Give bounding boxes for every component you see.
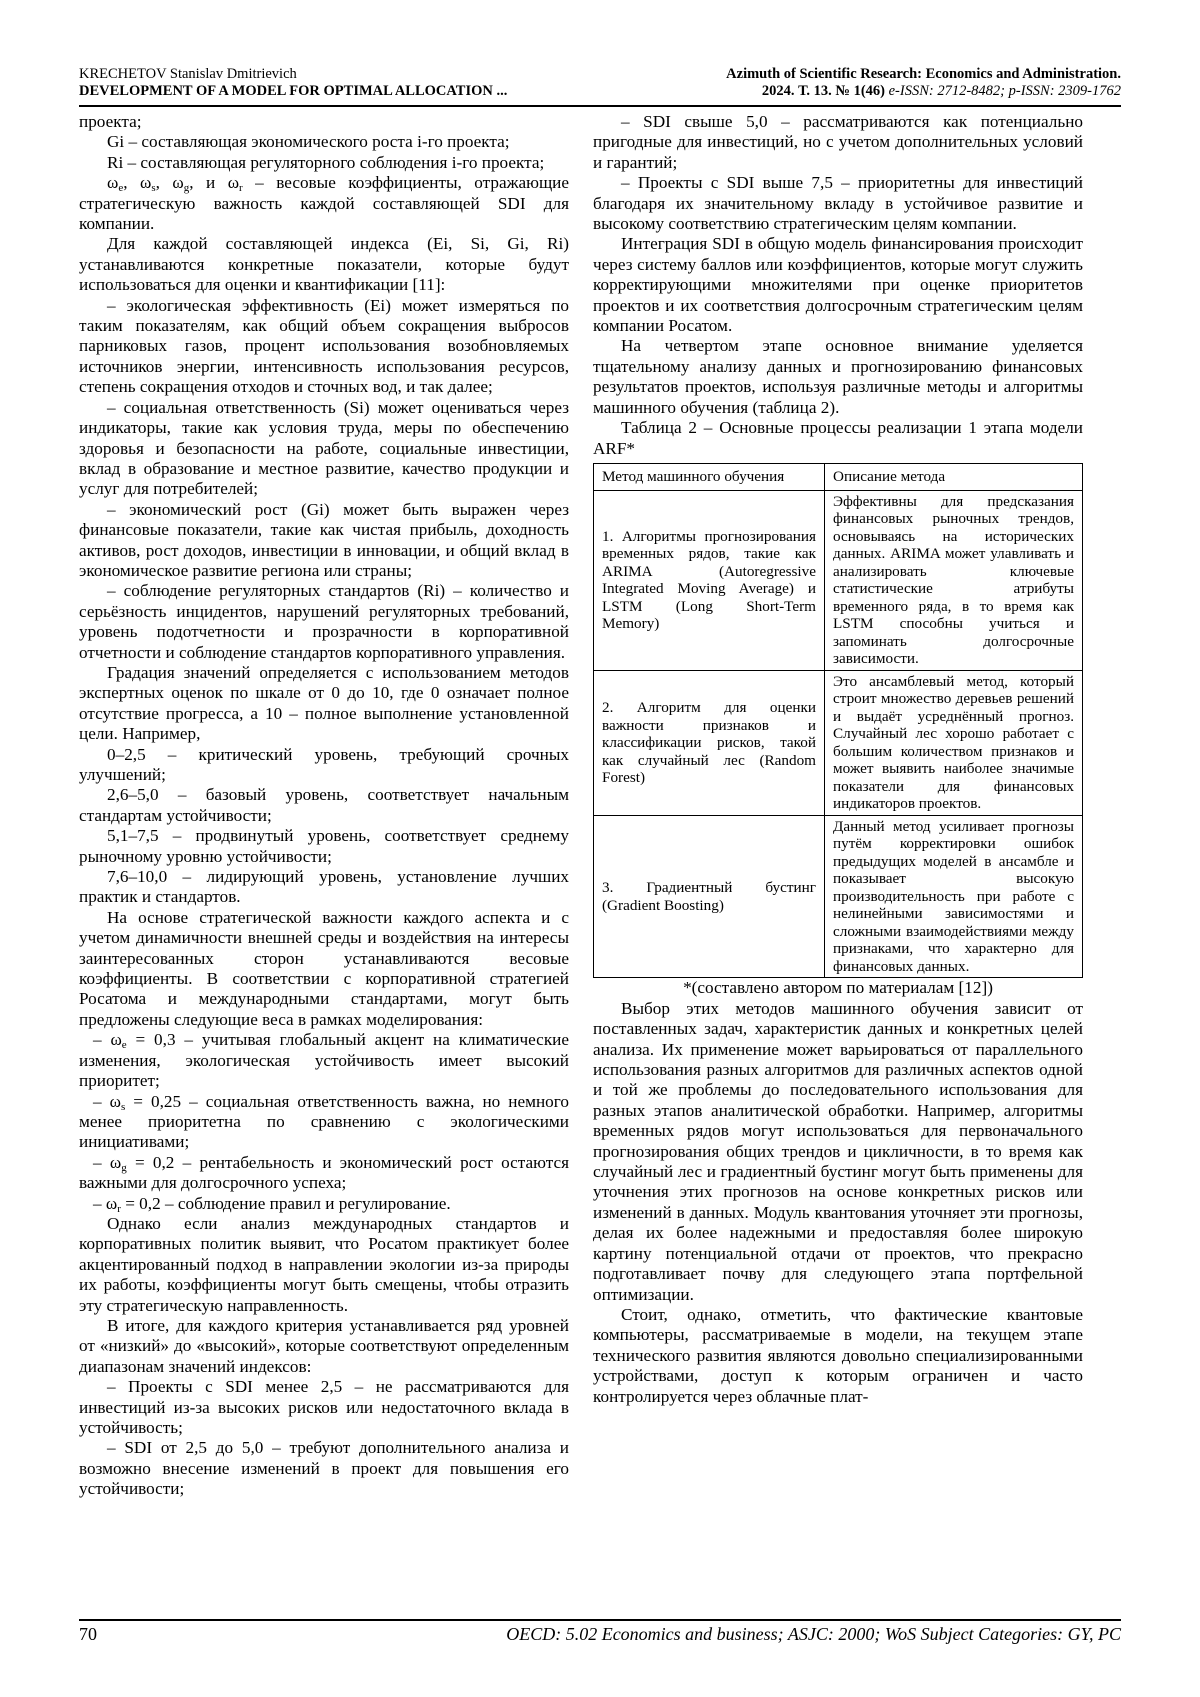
table-cell-method: 2. Алгоритм для оценки важности признаков и классификации рисков, такой как случайный лес (Random Forest)	[594, 670, 825, 815]
table-header-row	[594, 463, 1083, 490]
header-divider	[79, 105, 1121, 107]
paragraph: На четвертом этапе основное внимание уделяется тщательному анализу данных и прогнозированию финансовых результатов проектов, используя различные методы и алгоритмы машинного обучения (таблица 2).	[593, 336, 1083, 417]
footer-divider	[79, 1619, 1121, 1621]
paragraph: В итоге, для каждого критерия устанавливается ряд уровней от «низкий» до «высокий», которые соответствуют определенным диапазонам значений индексов:	[79, 1315, 569, 1376]
list-item: – экологическая эффективность (Ei) может измеряться по таким показателям, как общий объем сокращения выбросов парниковых газов, процент использования возобновляемых источников энергии, интенсивность использования ресурсов, степень сокращения отходов и сточных вод, и так далее;	[79, 295, 569, 397]
weight-item: – $\omega_e = 0,3$ – учитывая глобальный акцент на климатические изменения, экологическая устойчивость имеет высокий приоритет;	[79, 1030, 569, 1091]
table-row	[594, 670, 1083, 815]
header-article-title: DEVELOPMENT OF A MODEL FOR OPTIMAL ALLOCATION ...	[79, 83, 508, 99]
table-cell-description: Это ансамблевый метод, который строит множество деревьев решений и выдаёт усреднённый прогноз. Случайный лес хорошо работает с большим количеством признаков и может выявить наиболее значимые показатели для финансовых индикаторов проектов.	[825, 670, 1083, 815]
table-row	[594, 815, 1083, 978]
paragraph: Выбор этих методов машинного обучения зависит от поставленных задач, характеристик данных и конкретных целей анализа. Их применение может варьироваться от параллельного использования разных алгоритмов для различных аспектов одной и той же проблемы до последовательного использования для разных этапов аналитической обработки. Например, алгоритмы временных рядов могут использоваться для первоначального прогнозирования общих трендов и цикличности, в то время как случайный лес и градиентный бустинг могут быть применены для уточнения этих прогнозов на основе конкретных рисков или изменений в данных. Модуль квантования уточняет эти прогнозы, делая их более надежными и предоставляя более широкую картину потенциальной отдачи от проектов, что прекрасно подготавливает почву для следующего этапа портфельной оптимизации.	[593, 998, 1083, 1304]
table-container	[593, 463, 1083, 979]
weight-item: – $\omega_r = 0,2$ – соблюдение правил и регулирование.	[93, 1193, 451, 1215]
header-left	[79, 66, 507, 100]
paragraph: На основе стратегической важности каждого аспекта и с учетом динамичности внешней среды и воздействия на интересы заинтересованных сторон устанавливаются весовые коэффициенты. В соответствии с корпоративной стратегией Росатома и международными стандартами, могут быть предложены следующие веса в рамках моделирования:	[79, 907, 569, 1029]
list-item: – социальная ответственность (Si) может оцениваться через индикаторы, такие как условия труда, меры по обеспечению здоровья и безопасности на работе, социальные инвестиции, вклад в образование и местное развитие, качество продукции и услуг для потребителей;	[79, 397, 569, 499]
paragraph: Интеграция SDI в общую модель финансирования происходит через систему баллов или коэффициентов, которые могут служить корректирующими множителями при оценке приоритетов проектов и их соответствия долгосрочным стратегическим целям компании Росатом.	[593, 234, 1083, 336]
list-item: – SDI свыше 5,0 – рассматриваются как потенциально пригодные для инвестиций, но с учетом дополнительных условий и гарантий;	[593, 112, 1083, 172]
header-issn: e-ISSN: 2712-8482; p-ISSN: 2309-1762	[888, 83, 1121, 99]
left-column	[79, 112, 569, 1500]
paragraph: Однако если анализ международных стандартов и корпоративных политик выявит, что Росатом практикует более акцентированный подход в направлении экологии из-за природы их работы, коэффициенты могут быть смещены, чтобы отразить эту стратегическую направленность.	[79, 1213, 569, 1315]
table-header-cell: Метод машинного обучения	[594, 463, 825, 490]
header-issue-line	[726, 83, 1121, 100]
list-item: – Проекты с SDI менее 2,5 – не рассматриваются для инвестиций из-за высоких рисков или недостаточного вклада в устойчивость;	[79, 1377, 569, 1437]
paragraph: Ri – составляющая регуляторного соблюдения i-го проекта;	[107, 152, 545, 172]
list-item: – Проекты с SDI выше 7,5 – приоритетны для инвестиций благодаря их значительному вкладу в устойчивое развитие и высокому соответствию стратегическим целям компании.	[593, 173, 1083, 234]
scale-item: 2,6–5,0 – базовый уровень, соответствует начальным стандартам устойчивости;	[79, 785, 569, 825]
weight-item: – $\omega_s = 0,25$ – социальная ответственность важна, но немного менее приоритетна по сравнению с экологическими инициативами;	[79, 1091, 569, 1152]
table-cell-method: 1. Алгоритмы прогнозирования временных рядов, такие как ARIMA (Autoregressive Integrated Moving Average) и LSTM (Long Short-Term Memory)	[594, 490, 825, 670]
right-column	[593, 112, 1083, 1407]
list-item: – соблюдение регуляторных стандартов (Ri) – количество и серьёзность инцидентов, нарушений регуляторных требований, уровень подотчетности и прозрачности в корпоративной отчетности и соблюдение стандартов корпоративного управления.	[79, 581, 569, 662]
running-header	[79, 66, 1121, 106]
weight-item: – $\omega_g = 0,2$ – рентабельность и экономический рост остаются важными для долгосрочного успеха;	[79, 1152, 569, 1193]
paragraph-weights-definition: $\omega_e$, $\omega_s$, $\omega_g$, и $\omega_r$ – весовые коэффициенты, отражающие стратегическую важность каждой составляющей SDI для компании.	[79, 173, 570, 234]
table-note: *(составлено автором по материалам [12])	[683, 978, 993, 998]
paragraph: Gi – составляющая экономического роста i-го проекта;	[107, 132, 510, 152]
table-caption: Таблица 2 – Основные процессы реализации 1 этапа модели ARF*	[593, 418, 1083, 458]
paragraph: Стоит, однако, отметить, что фактические квантовые компьютеры, рассматриваемые в модели, на текущем этапе технического развития являются довольно специализированными устройствами, доступ к которым ограничен и часто контролируется через облачные плат-	[593, 1304, 1083, 1406]
list-item: – экономический рост (Gi) может быть выражен через финансовые показатели, такие как чистая прибыль, доходность активов, рост доходов, инвестиции в инновации, и общий вклад в экономическое развитие региона или страны;	[79, 499, 569, 580]
header-author: KRECHETOV Stanislav Dmitrievich	[79, 66, 297, 82]
paragraph: проекта;	[79, 112, 142, 131]
methods-table	[593, 463, 1083, 979]
list-item: – SDI от 2,5 до 5,0 – требуют дополнительного анализа и возможно внесение изменений в проект для повышения его устойчивости;	[79, 1438, 569, 1499]
table-row	[594, 490, 1083, 670]
page-number: 70	[79, 1624, 97, 1644]
scale-item: 0–2,5 – критический уровень, требующий срочных улучшений;	[79, 744, 569, 784]
scale-item: 5,1–7,5 – продвинутый уровень, соответствует среднему рыночному уровню устойчивости;	[79, 826, 569, 866]
table-cell-method: 3. Градиентный бустинг (Gradient Boosting)	[594, 815, 825, 978]
table-cell-description: Данный метод усиливает прогнозы путём корректировки ошибок предыдущих моделей в ансамбле и показывает высокую производительность при работе с нелинейными зависимостями и сложными взаимодействиями между признаками, что характерно для финансовых данных.	[825, 815, 1083, 978]
footer-classification: OECD: 5.02 Economics and business; ASJC: 2000; WoS Subject Categories: GY, PC	[506, 1624, 1121, 1644]
scale-item: 7,6–10,0 – лидирующий уровень, установление лучших практик и стандартов.	[79, 867, 569, 907]
table-header-cell: Описание метода	[825, 463, 1083, 490]
paragraph: Для каждой составляющей индекса (Ei, Si, Gi, Ri) устанавливаются конкретные показатели, которые будут использоваться для оценки и квантификации [11]:	[79, 234, 569, 295]
table-cell-description: Эффективны для предсказания финансовых рыночных трендов, основываясь на исторических данных. ARIMA может улавливать и анализировать ключевые статистические атрибуты временного ряда, в то время как LSTM способны учиться и запоминать долгосрочные зависимости.	[825, 490, 1083, 670]
header-issue: 2024. Т. 13. № 1(46)	[761, 83, 885, 99]
header-right	[726, 66, 1121, 100]
paragraph: Градация значений определяется с использованием методов экспертных оценок по шкале от 0 до 10, где 0 означает полное отсутствие прогресса, а 10 – полное выполнение установленной цели. Например,	[79, 662, 569, 744]
header-journal: Azimuth of Scientific Research: Economics and Administration.	[726, 66, 1121, 82]
